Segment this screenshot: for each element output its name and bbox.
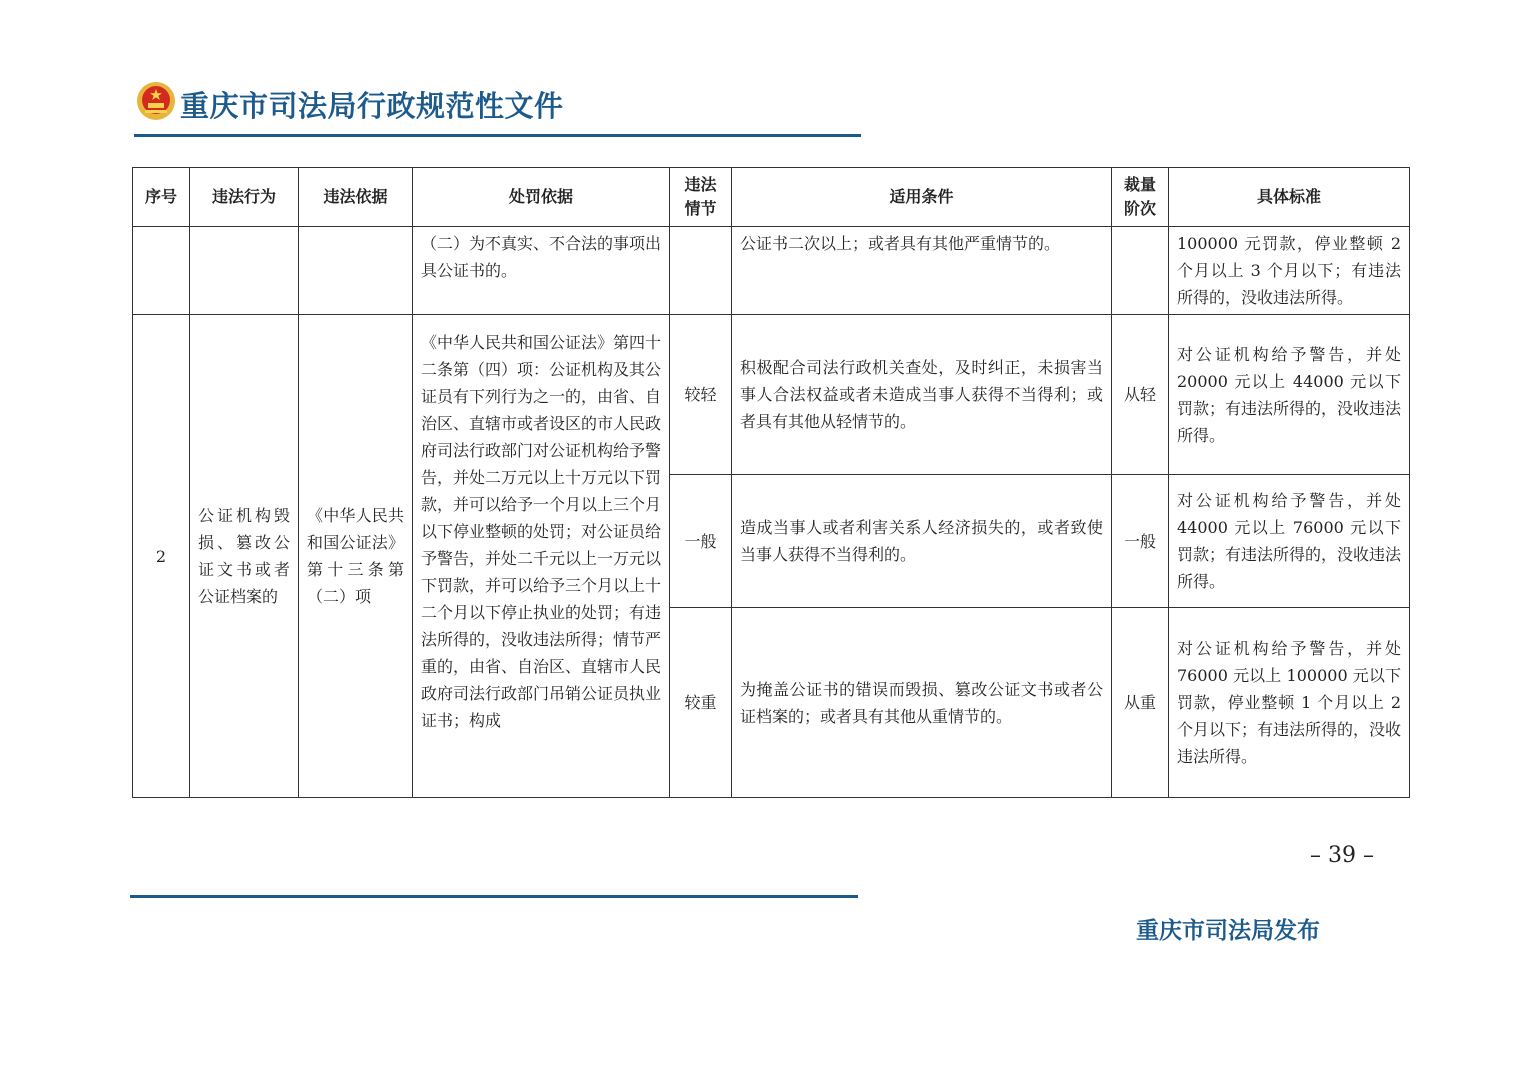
document-header (134, 78, 862, 138)
behavior-cell: 公证机构毁损、篡改公证文书或者公证档案的 (190, 315, 299, 798)
standard-cell: 100000 元罚款，停业整顿 2 个月以上 3 个月以下；有违法所得的，没收违法所得。 (1169, 227, 1410, 315)
condition-cell: 积极配合司法行政机关查处，及时纠正，未损害当事人合法权益或者未造成当事人获得不当得利；或者具有其他从轻情节的。 (732, 315, 1112, 475)
condition-cell: 为掩盖公证书的错误而毁损、篡改公证文书或者公证档案的；或者具有其他从重情节的。 (732, 608, 1112, 798)
severity-cell: 较重 (670, 608, 732, 798)
severity-cell: 较轻 (670, 315, 732, 475)
table-row (133, 315, 1410, 475)
column-header: 违法行为 (190, 168, 299, 227)
column-header: 裁量阶次 (1112, 168, 1169, 227)
penalty-basis-cell: 《中华人民共和国公证法》第四十二条第（四）项：公证机构及其公证员有下列行为之一的，由省、自治区、直辖市或者设区的市人民政府司法行政部门对公证机构给予警告，并处二万元以上十万元以下罚款，并可以给予一个月以上三个月以下停业整顿的处罚；对公证员给予警告，并处二千元以上一万元以下罚款，并可以给予三个月以上十二个月以下停止执业的处罚；有违法所得的，没收违法所得；情节严重的，由省、自治区、直辖市人民政府司法行政部门吊销公证员执业证书；构成 (413, 315, 670, 798)
illegal-basis-cell (299, 227, 413, 315)
penalty-standard-table (132, 167, 1410, 798)
column-header: 序号 (133, 168, 190, 227)
no-cell (133, 227, 190, 315)
severity-cell (670, 227, 732, 315)
national-emblem-icon (136, 81, 176, 121)
illegal-basis-cell: 《中华人民共和国公证法》第十三条第（二）项 (299, 315, 413, 798)
table-row (133, 227, 1410, 315)
column-header: 处罚依据 (413, 168, 670, 227)
level-cell: 从重 (1112, 608, 1169, 798)
page-number: – 39 – (1310, 843, 1374, 868)
document-title: 重庆市司法局行政规范性文件 (180, 89, 564, 123)
no-cell: 2 (133, 315, 190, 798)
condition-cell: 造成当事人或者利害关系人经济损失的，或者致使当事人获得不当得利的。 (732, 475, 1112, 608)
penalty-basis-cell: （二）为不真实、不合法的事项出具公证书的。 (413, 227, 670, 315)
column-header: 违法依据 (299, 168, 413, 227)
level-cell: 一般 (1112, 475, 1169, 608)
level-cell: 从轻 (1112, 315, 1169, 475)
column-header: 适用条件 (732, 168, 1112, 227)
condition-cell: 公证书二次以上；或者具有其他严重情节的。 (732, 227, 1112, 315)
standard-cell: 对公证机构给予警告，并处 76000 元以上 100000 元以下罚款，停业整顿 1 个月以上 2 个月以下；有违法所得的，没收违法所得。 (1169, 608, 1410, 798)
table-header-row (133, 168, 1410, 227)
standard-cell: 对公证机构给予警告，并处 44000 元以上 76000 元以下罚款；有违法所得的，没收违法所得。 (1169, 475, 1410, 608)
level-cell (1112, 227, 1169, 315)
publisher-label: 重庆市司法局发布 (1136, 918, 1320, 944)
footer-rule (130, 895, 858, 898)
behavior-cell (190, 227, 299, 315)
column-header: 具体标准 (1169, 168, 1410, 227)
standard-cell: 对公证机构给予警告，并处 20000 元以上 44000 元以下罚款；有违法所得的，没收违法所得。 (1169, 315, 1410, 475)
severity-cell: 一般 (670, 475, 732, 608)
header-rule (134, 134, 861, 137)
column-header: 违法情节 (670, 168, 732, 227)
